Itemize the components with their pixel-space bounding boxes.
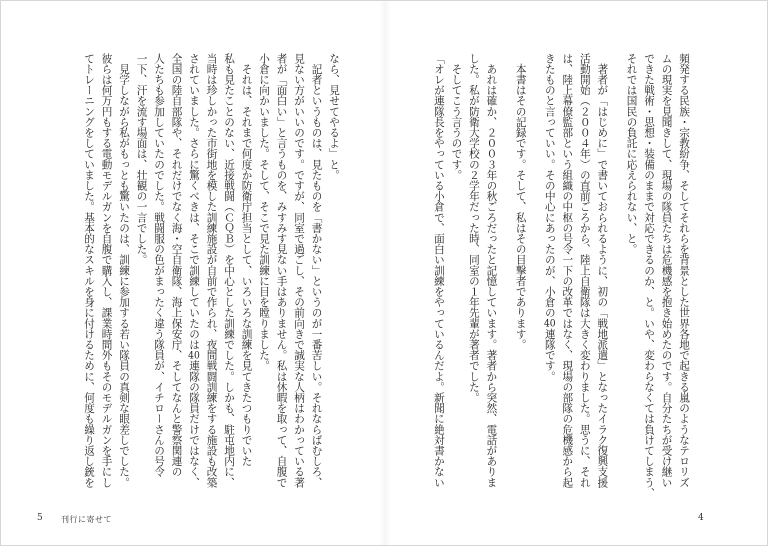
text-line: あれは確か、２００３年の秋ごろだったと記憶しています。著者から突然、電話がありま bbox=[485, 53, 498, 488]
text-line: 人たちも参加していたのでした。戦闘服の色がまったく違う隊員が、イチローさんの号令 bbox=[153, 53, 165, 477]
text-line: 見ない方がいいのです。ですが、同室で過ごし、その前向きで誠実な人柄はわかっている著 bbox=[293, 53, 305, 488]
text-line: なら、見せてやるよ」と。 bbox=[328, 53, 340, 181]
center-gutter bbox=[379, 1, 391, 545]
text-line: されていました。さらに驚くべきは、そこで訓練していたのは40連隊の隊員だけではなく、 bbox=[188, 53, 200, 488]
text-line: 頻発する民族・宗教紛争、そしてそれらを背景とした世界各地で起きる嵐のようなテロリズ bbox=[678, 53, 690, 488]
page-number-right: 4 bbox=[698, 513, 704, 523]
text-line: てトレーニングをしていました。基本的なスキルを身に付けるために、何度も繰り返し銃を bbox=[83, 53, 95, 488]
right-page-body bbox=[429, 53, 692, 499]
text-line: 「オレが連隊長をやっている小倉で、面白い訓練をやっているんだよ。新聞に絶対書かない bbox=[432, 53, 445, 488]
text-line: 活動開始（２００４年）の直前ごろから、陸上自衛隊は大きく変わりました。思うに、それ bbox=[578, 53, 591, 488]
text-line: それは、それまで何度か防衛庁担当として、いろいろな訓練を見てきたつもりでいた bbox=[240, 53, 253, 467]
paragraph-block bbox=[80, 53, 343, 499]
text-line: 本書はその記録です。そして、私はその目撃者であります。 bbox=[514, 53, 527, 350]
text-line: それでは国民の負託に応えられない、と。 bbox=[625, 53, 638, 255]
upright-number: 40 bbox=[543, 318, 556, 329]
text-line: した。私が防衛大学校の２学年だった時、同室の１年先輩が著者でした。 bbox=[467, 53, 480, 403]
text-line: 記者というものは、見たものを「書かない」というのが一番苦しい。それならばむしろ、 bbox=[310, 53, 323, 488]
paragraph-block bbox=[429, 53, 499, 499]
left-page-body bbox=[79, 53, 342, 499]
text-line: きたものと言っていい。その中心にあったのが、小倉の40連隊です。 bbox=[543, 53, 556, 382]
text-line: 著者が「はじめに」で書いておられるように、初の「戦地派遣」となったイラク復興支援 bbox=[596, 53, 609, 488]
paragraph-block bbox=[511, 53, 529, 499]
text-line: 一下、汗を流す場面は、壮観の一言でした。 bbox=[135, 53, 148, 265]
paragraph-block bbox=[622, 53, 692, 499]
text-line: 私も見たことのない、近接戦闘（ＣＱＢ）を中心とした訓練でした。しかも、駐屯地内に、 bbox=[223, 53, 235, 488]
text-line: 者が「面白い」と言うものを、みすみす見ない手はありません。私は休暇を取って、自腹で bbox=[275, 53, 288, 488]
text-line: 当時は珍しかった市街地を模した訓練施設が自前で作られ、夜間戦闘訓練をする施設も改築 bbox=[205, 53, 218, 488]
paragraph-block bbox=[540, 53, 610, 499]
text-line: 小倉に向かいました。そして、そこで見た訓練に目を瞠りました。 bbox=[258, 53, 270, 371]
text-line: 全国の陸自部隊や、それだけでなく海・空自衛隊、海上保安庁、そしてなんと警察関連の bbox=[170, 53, 183, 477]
text-line: ムの現実を見聞きして、現場の隊員たちは危機感を抱き始めたのです。自分たちが受け継い bbox=[660, 53, 673, 488]
running-head: 刊行に寄せて bbox=[61, 515, 112, 524]
text-line: は、陸上幕僚監部という組織の中枢の号令一下の改革ではなく、現場の部隊の危機感から起 bbox=[561, 53, 574, 488]
text-line: できた戦術・思想・装備のままで対応できるのか、と。いや、変わらなくては負けてしまう、 bbox=[643, 53, 655, 499]
text-line: 彼らは何万円もする電動モデルガンを自腹で購入し、課業時間外もそのモデルガンを手にし bbox=[100, 53, 113, 488]
text-line: そしてこう言うのです。 bbox=[450, 53, 463, 181]
text-line: 見学しながら私がもっとも驚いたのは、訓練に参加する若い隊員の真剣な眼差しでした。 bbox=[118, 53, 130, 488]
upright-number: 40 bbox=[188, 349, 200, 361]
page-number-left: 5 bbox=[37, 513, 43, 523]
